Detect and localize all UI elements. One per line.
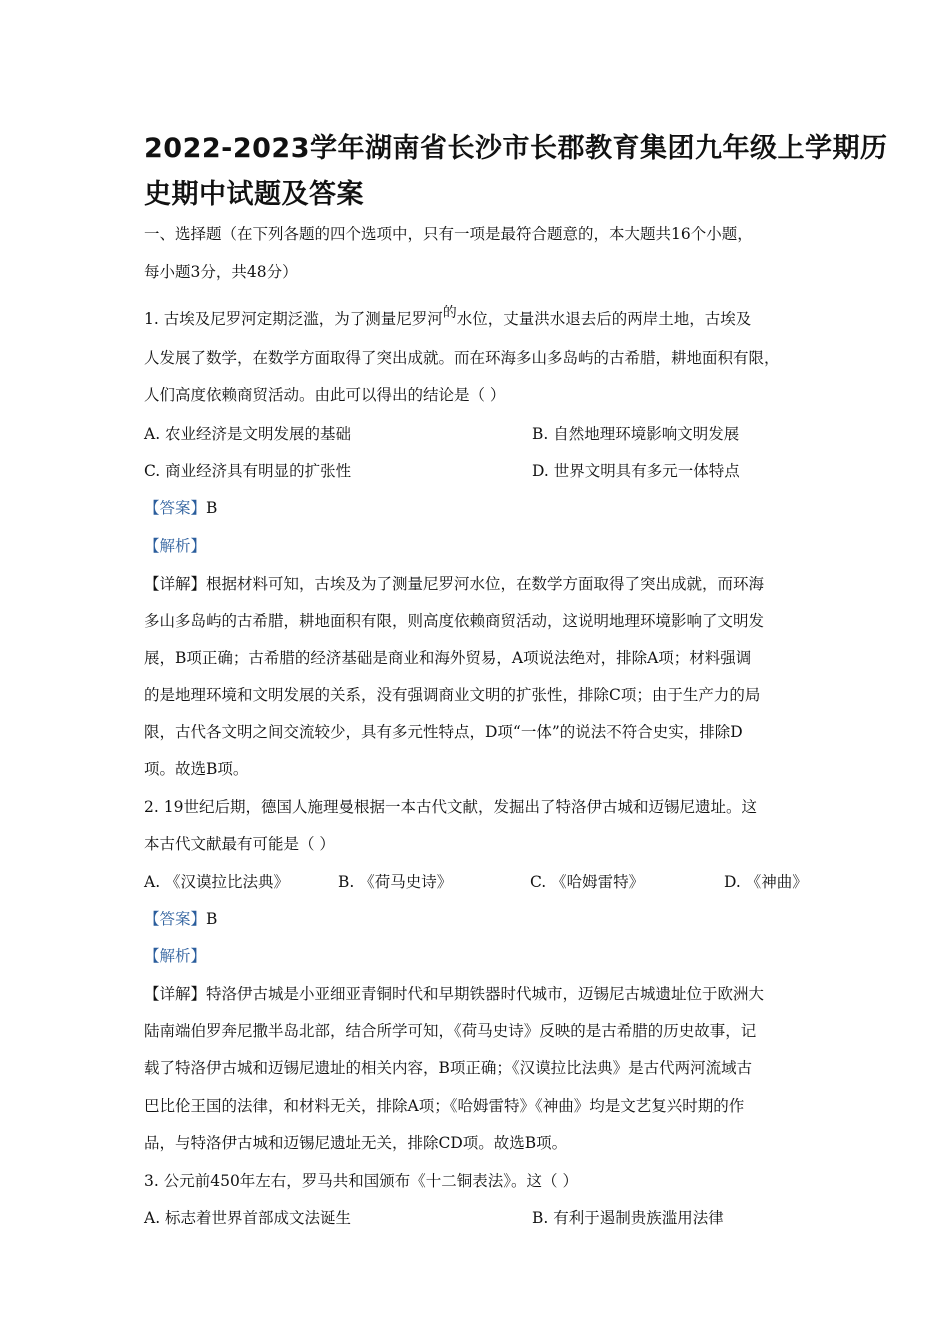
q1-option-d: D. 世界文明具有多元一体特点 xyxy=(532,462,740,480)
q2-option-b: B. 《荷马史诗》 xyxy=(338,873,453,891)
q2-detail-text1: 特洛伊古城是小亚细亚青铜时代和早期铁器时代城市，迈锡尼古城遗址位于欧洲大 xyxy=(206,985,765,1003)
q1-detail-label: 【详解】 xyxy=(144,575,207,593)
q3-option-b: B. 有利于遏制贵族滥用法律 xyxy=(532,1209,724,1227)
q1-analysis-label: 【解析】 xyxy=(144,537,207,555)
q2-detail-label: 【详解】 xyxy=(144,985,207,1003)
q1-detail-text1: 根据材料可知，古埃及为了测量尼罗河水位，在数学方面取得了突出成就，而环海 xyxy=(206,575,765,593)
q2-option-c: C. 《哈姆雷特》 xyxy=(530,873,645,891)
q3-option-a: A. 标志着世界首部成文法诞生 xyxy=(144,1209,352,1227)
q1-answer-value: B xyxy=(206,499,218,517)
q1-stem-line2: 人发展了数学，在数学方面取得了突出成就。而在环海多山多岛屿的古希腊，耕地面积有限， xyxy=(144,349,780,367)
doc-title-line1: 2022-2023学年湖南省长沙市长郡教育集团九年级上学期历 xyxy=(144,133,888,164)
q1-option-a: A. 农业经济是文明发展的基础 xyxy=(144,425,352,443)
doc-title-line2: 史期中试题及答案 xyxy=(144,179,364,210)
section-heading-line1: 一、选择题（在下列各题的四个选项中，只有一项是最符合题意的，本大题共16个小题， xyxy=(144,225,753,243)
q1-answer xyxy=(144,498,217,518)
q1-stem-line1-b: 水位，丈量洪水退去后的两岸土地，古埃及 xyxy=(456,310,752,328)
q1-detail-line5: 限，古代各文明之间交流较少，具有多元性特点，D项“一体”的说法不符合史实，排除D xyxy=(144,723,743,741)
q2-analysis-label: 【解析】 xyxy=(144,947,207,965)
q2-detail-line3: 载了特洛伊古城和迈锡尼遗址的相关内容，B项正确；《汉谟拉比法典》是古代两河流域古 xyxy=(144,1059,753,1077)
q3-stem-line1: 3. 公元前450年左右，罗马共和国颁布《十二铜表法》。这（ ） xyxy=(144,1172,578,1190)
q2-answer-value: B xyxy=(206,910,218,928)
q1-option-c: C. 商业经济具有明显的扩张性 xyxy=(144,462,352,480)
q2-detail-line4: 巴比伦王国的法律，和材料无关，排除A项；《哈姆雷特》《神曲》均是文艺复兴时期的作 xyxy=(144,1097,745,1115)
q2-answer xyxy=(144,909,217,929)
q1-stem-line3: 人们高度依赖商贸活动。由此可以得出的结论是（ ） xyxy=(144,386,506,404)
q1-detail-line1 xyxy=(144,574,764,594)
section-heading-line2: 每小题3分，共48分） xyxy=(144,263,298,281)
q2-stem-line2: 本古代文献最有可能是（ ） xyxy=(144,835,335,853)
q1-stem-line1-a: 1. 古埃及尼罗河定期泛滥，为了测量尼罗河 xyxy=(144,310,443,328)
q2-option-d: D. 《神曲》 xyxy=(724,873,808,891)
q1-detail-line3: 展，B项正确；古希腊的经济基础是商业和海外贸易，A项说法绝对，排除A项；材料强调 xyxy=(144,649,752,667)
q2-detail-line5: 品，与特洛伊古城和迈锡尼遗址无关，排除CD项。故选B项。 xyxy=(144,1134,568,1152)
q1-detail-line6: 项。故选B项。 xyxy=(144,760,249,778)
q1-detail-line2: 多山多岛屿的古希腊，耕地面积有限，则高度依赖商贸活动，这说明地理环境影响了文明发 xyxy=(144,612,765,630)
q1-detail-line4: 的是地理环境和文明发展的关系，没有强调商业文明的扩张性，排除C项；由于生产力的局 xyxy=(144,686,761,704)
q1-answer-label: 【答案】 xyxy=(144,499,207,517)
q1-option-b: B. 自然地理环境影响文明发展 xyxy=(532,425,740,443)
q2-detail-line2: 陆南端伯罗奔尼撒半岛北部，结合所学可知，《荷马史诗》反映的是古希腊的历史故事，记 xyxy=(144,1022,757,1040)
q1-stem-line1 xyxy=(144,305,752,330)
q2-stem-line1: 2. 19世纪后期，德国人施理曼根据一本古代文献，发掘出了特洛伊古城和迈锡尼遗址。这 xyxy=(144,798,757,816)
q2-answer-label: 【答案】 xyxy=(144,910,207,928)
q2-option-a: A. 《汉谟拉比法典》 xyxy=(144,873,290,891)
q2-detail-line1 xyxy=(144,984,764,1004)
q1-stem-line1-sup: 的 xyxy=(442,305,457,321)
